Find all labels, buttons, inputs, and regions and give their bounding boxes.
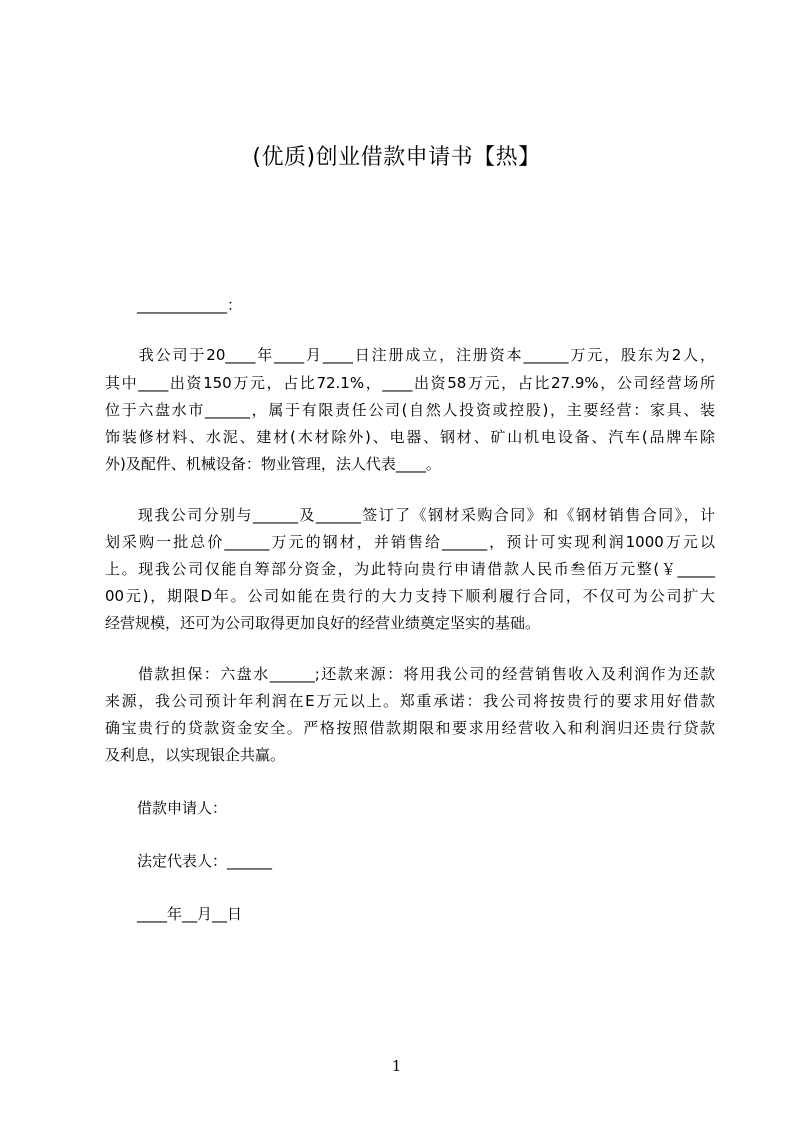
paragraph-2-line: 经营规模，还可为公司取得更加良好的经营业绩奠定坚实的基础。 bbox=[105, 614, 541, 632]
document-title: (优质)创业借款申请书【热】 bbox=[252, 145, 541, 170]
paragraph-2-line: 划采购一批总价______万元的钢材，并销售给______，预计可实现利润1000万元以 bbox=[105, 533, 715, 551]
applicant-label: 借款申请人： bbox=[137, 799, 228, 817]
paragraph-3-line: 及利息，以实现银企共赢。 bbox=[105, 746, 286, 764]
paragraph-1-line: 位于六盘水市______，属于有限责任公司(自然人投资或控股)，主要经营：家具、装 bbox=[105, 401, 715, 419]
paragraph-3-line: 借款担保：六盘水______;还款来源：将用我公司的经营销售收入及利润作为还款 bbox=[105, 665, 715, 683]
paragraph-2-line: 上。现我公司仅能自筹部分资金，为此特向贵行申请借款人民币叁佰万元整(￥_____ bbox=[105, 560, 715, 578]
paragraph-2-line: 现我公司分别与______及______签订了《钢材采购合同》和《钢材销售合同》，计 bbox=[105, 506, 715, 524]
paragraph-2-line: 00元)，期限D年。公司如能在贵行的大力支持下顺利履行合同，不仅可为公司扩大 bbox=[105, 587, 715, 605]
paragraph-1-line: 我公司于20____年____月____日注册成立，注册资本______万元，股东为2人， bbox=[105, 346, 715, 364]
paragraph-3-line: 来源，我公司预计年利润在E万元以上。郑重承诺：我公司将按贵行的要求用好借款 bbox=[105, 692, 715, 710]
date-line: ____年__月__日 bbox=[137, 905, 243, 923]
paragraph-1-line: 其中____出资150万元，占比72.1%，____出资58万元，占比27.9%，公司经营场所 bbox=[105, 374, 715, 392]
page-number: 1 bbox=[391, 1057, 402, 1075]
legal-representative-label: 法定代表人：______ bbox=[137, 852, 273, 870]
paragraph-1-line: 外)及配件、机械设备：物业管理，法人代表____。 bbox=[105, 455, 441, 473]
paragraph-1-line: 饰装修材料、水泥、建材(木材除外)、电器、钢材、矿山机电设备、汽车(品牌车除 bbox=[105, 428, 715, 446]
salutation: ____________： bbox=[137, 296, 243, 314]
paragraph-3-line: 确宝贵行的贷款资金安全。严格按照借款期限和要求用经营收入和利润归还贵行贷款 bbox=[105, 719, 715, 737]
